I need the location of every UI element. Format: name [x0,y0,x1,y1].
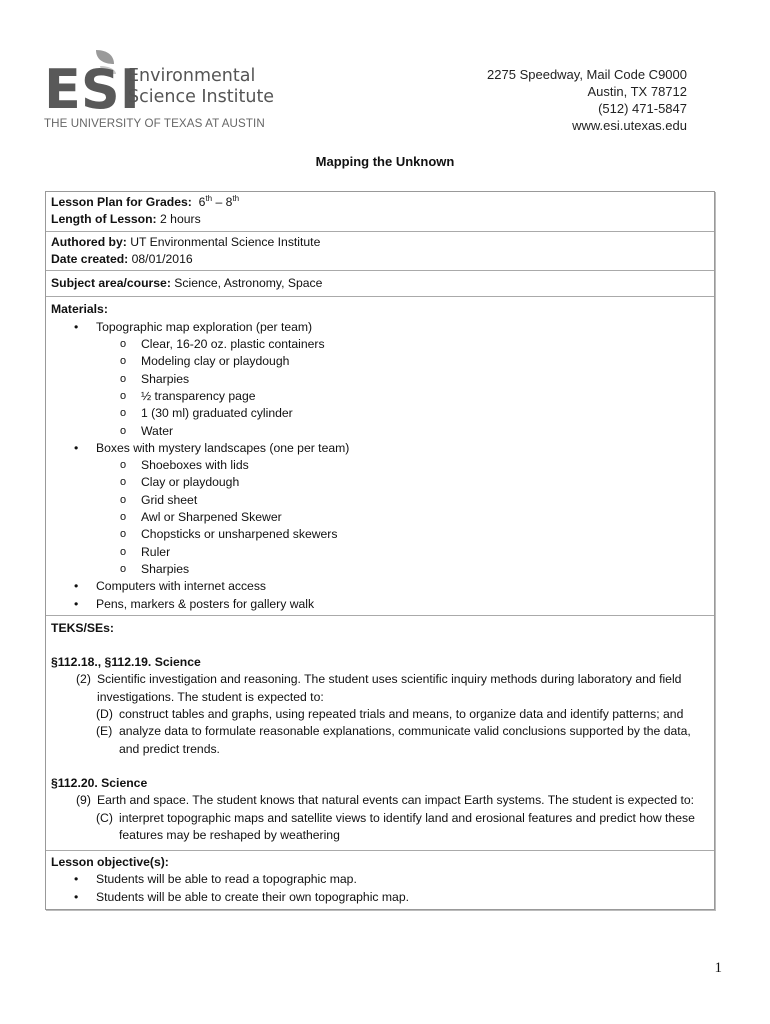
objectives-list [51,871,709,906]
teks-item [51,792,709,809]
subject-cell [46,270,714,296]
objectives-label: Lesson objective(s): [51,855,169,870]
teks-cell [46,615,714,850]
teks-sub-text: analyze data to formulate reasonable explanations, communicate valid conclusions supported by the data, and predict trends. [119,724,691,756]
address-street: 2275 Speedway, Mail Code C9000 [487,67,687,82]
teks-section-heading: §112.20. Science [51,775,148,790]
subject-value: Science, Astronomy, Space [174,276,323,291]
objectives-cell [46,850,714,909]
date-label: Date created: [51,251,129,266]
author-value: UT Environmental Science Institute [130,234,321,249]
list-item [51,319,709,440]
address-block [487,66,687,134]
esi-logo-text: ESI [44,58,140,121]
list-item: o Water [96,423,709,440]
org-name [128,66,274,108]
subject-label: Subject area/course: [51,276,171,291]
date-value: 08/01/2016 [131,251,193,266]
teks-sub-item [51,810,709,845]
teks-label: TEKS/SEs: [51,620,114,635]
page-number: 1 [714,960,722,976]
teks-sub-number: (E) [96,724,113,739]
org-name-line1: Environmental [128,66,256,86]
esi-logo [44,50,274,135]
materials-list [51,319,709,613]
author-cell [46,231,714,271]
grades-to: 8 [225,195,233,209]
grades-line [51,194,709,211]
address-city: Austin, TX 78712 [587,84,687,99]
teks-item-text: Scientific investigation and reasoning. The student uses scientific inquiry methods during laboratory and field investigations. The student is expected to: [97,672,682,704]
grades-dash: – [215,195,223,209]
list-item: o Shoeboxes with lids [96,457,709,474]
author-label: Authored by: [51,234,127,249]
teks-sub-number: (C) [96,810,113,825]
list-item: o Clay or playdough [96,474,709,491]
document-title: Mapping the Unknown [315,154,455,169]
grades-to-sup: th [232,194,240,203]
list-item: o ½ transparency page [96,388,709,405]
list-item: o Clear, 16-20 oz. plastic containers [96,336,709,353]
org-name-line2: Science Institute [128,87,275,107]
date-line [51,251,709,268]
materials-label: Materials: [51,302,108,317]
list-item: o Chopsticks or unsharpened skewers [96,526,709,543]
grades-cell [46,192,714,231]
author-line [51,234,709,251]
length-label: Length of Lesson: [51,212,157,227]
material-group-title: Topographic map exploration (per team) [96,319,313,334]
sub-list [96,336,709,440]
list-item: • Computers with internet access [51,578,709,595]
list-item [51,440,709,578]
teks-item-number: (2) [76,672,91,687]
materials-cell [46,296,714,614]
list-item: • Pens, markers & posters for gallery walk [51,596,709,613]
length-line [51,211,709,228]
teks-sub-item [51,706,709,723]
grades-label: Lesson Plan for Grades: [51,195,192,209]
sub-list [96,457,709,578]
list-item: o 1 (30 ml) graduated cylinder [96,405,709,422]
list-item: o Sharpies [96,561,709,578]
university-name: THE UNIVERSITY OF TEXAS AT AUSTIN [44,117,265,130]
list-item: • Students will be able to create their own topographic map. [51,889,709,906]
material-group-title: Boxes with mystery landscapes (one per team) [96,440,350,455]
list-item: o Grid sheet [96,492,709,509]
list-item: o Modeling clay or playdough [96,353,709,370]
teks-sub-item [51,723,709,758]
teks-sub-text: interpret topographic maps and satellite views to identify land and erosional features and predict how these features may be reshaped by weathering [119,810,695,842]
address-website: www.esi.utexas.edu [572,118,687,133]
list-item: o Awl or Sharpened Skewer [96,509,709,526]
grades-from: 6 [198,195,206,209]
lesson-plan-table [45,191,715,910]
teks-section-heading: §112.18., §112.19. Science [51,655,201,670]
address-phone: (512) 471-5847 [598,101,687,116]
length-value: 2 hours [160,212,201,227]
teks-item [51,671,709,706]
grades-from-sup: th [205,194,213,203]
teks-sub-text: construct tables and graphs, using repeated trials and means, to organize data and identify patterns; and [119,707,684,722]
list-item: • Students will be able to read a topographic map. [51,871,709,888]
teks-item-text: Earth and space. The student knows that natural events can impact Earth systems. The student is expected to: [97,793,695,808]
list-item: o Ruler [96,544,709,561]
esi-logo-mark [44,50,140,121]
list-item: o Sharpies [96,371,709,388]
teks-item-number: (9) [76,793,91,808]
teks-sub-number: (D) [96,707,113,722]
